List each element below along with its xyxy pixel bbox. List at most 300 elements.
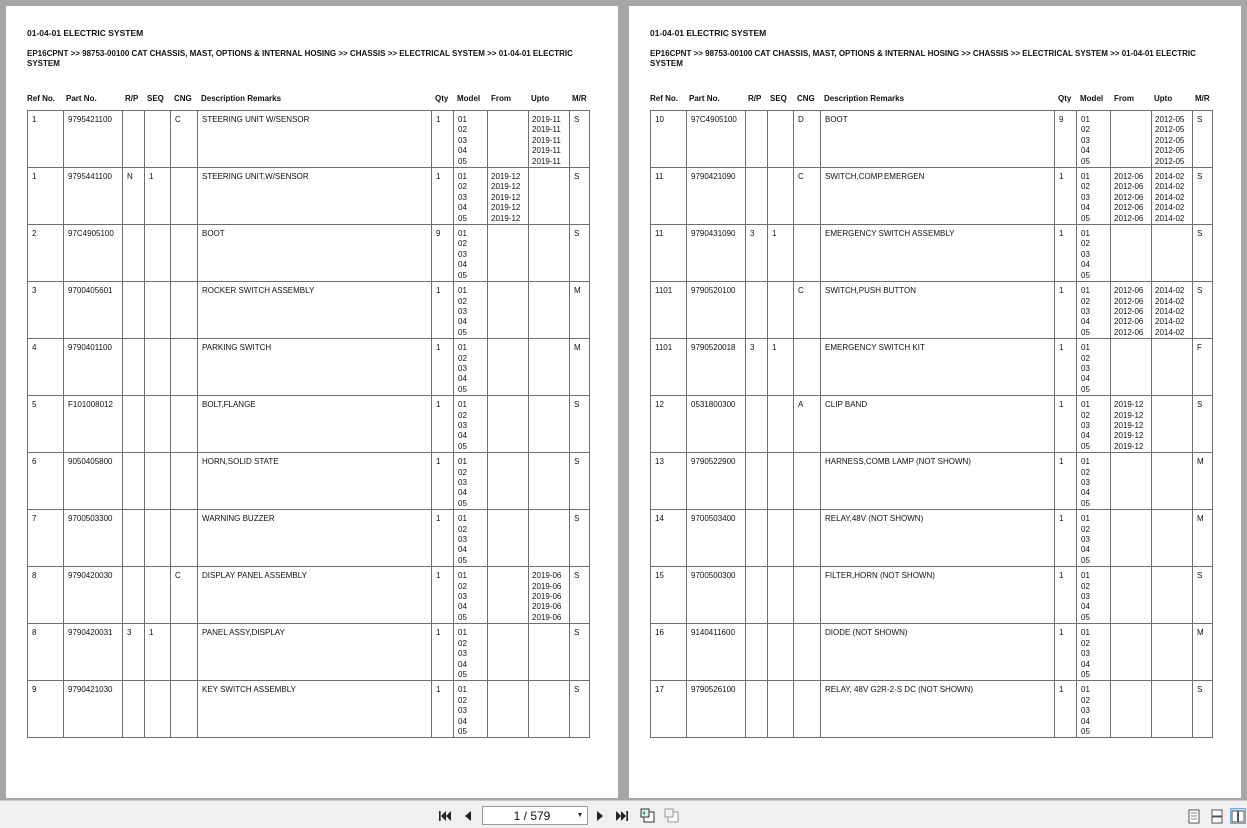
ref-no-cell: 3 — [28, 282, 64, 339]
part-no-cell: 97C4905100 — [687, 111, 746, 168]
upto-date-cell — [529, 453, 570, 510]
col-cng: CNG — [797, 94, 815, 103]
qty-cell: 1 — [432, 681, 454, 738]
qty-cell: 1 — [1055, 396, 1077, 453]
seq-cell — [768, 624, 794, 681]
parts-table-body — [651, 111, 1213, 738]
description-cell: FILTER,HORN (NOT SHOWN) — [821, 567, 1055, 624]
rp-cell: 3 — [746, 225, 768, 282]
upto-date-cell — [529, 681, 570, 738]
ref-no-cell: 1 — [28, 168, 64, 225]
mr-cell: M — [570, 282, 590, 339]
ref-no-cell: 8 — [28, 567, 64, 624]
ref-no-cell: 13 — [651, 453, 687, 510]
description-cell: STEERING UNIT W/SENSOR — [198, 111, 432, 168]
ref-no-cell: 9 — [28, 681, 64, 738]
from-date-cell — [488, 567, 529, 624]
part-no-cell: 97C4905100 — [64, 225, 123, 282]
ref-no-cell: 17 — [651, 681, 687, 738]
from-date-cell — [1111, 567, 1152, 624]
model-cell: 01 02 03 04 05 — [454, 282, 488, 339]
cng-cell: A — [794, 396, 821, 453]
rp-cell — [123, 339, 145, 396]
seq-cell — [768, 510, 794, 567]
col-rp: R/P — [748, 94, 762, 103]
table-row — [651, 396, 1213, 453]
model-cell: 01 02 03 04 05 — [1077, 111, 1111, 168]
upto-date-cell: 2019-11 2019-11 2019-11 2019-11 2019-11 — [529, 111, 570, 168]
model-cell: 01 02 03 04 05 — [1077, 453, 1111, 510]
description-cell: HARNESS,COMB LAMP (NOT SHOWN) — [821, 453, 1055, 510]
part-no-cell: 9790420030 — [64, 567, 123, 624]
upto-date-cell: 2014-02 2014-02 2014-02 2014-02 2014-02 — [1152, 282, 1193, 339]
rp-cell — [746, 681, 768, 738]
mr-cell: S — [1193, 225, 1213, 282]
part-no-cell: 9790522900 — [687, 453, 746, 510]
description-cell: PARKING SWITCH — [198, 339, 432, 396]
ref-no-cell: 1 — [28, 111, 64, 168]
ref-no-cell: 1101 — [651, 339, 687, 396]
col-description: Description Remarks — [824, 94, 905, 103]
mr-cell: S — [570, 111, 590, 168]
page-heading: 01-04-01 ELECTRIC SYSTEM — [650, 28, 767, 38]
table-row — [651, 168, 1213, 225]
qty-cell: 1 — [432, 396, 454, 453]
table-row — [28, 396, 590, 453]
part-no-cell: 9790420031 — [64, 624, 123, 681]
model-cell: 01 02 03 04 05 — [1077, 681, 1111, 738]
table-row — [28, 168, 590, 225]
rp-cell — [123, 567, 145, 624]
page-number-field[interactable] — [482, 806, 588, 825]
table-row — [28, 282, 590, 339]
cng-cell — [171, 339, 198, 396]
rp-cell — [746, 510, 768, 567]
description-cell: SWITCH,PUSH BUTTON — [821, 282, 1055, 339]
seq-cell — [145, 510, 171, 567]
table-row — [28, 681, 590, 738]
qty-cell: 1 — [432, 453, 454, 510]
cng-cell: C — [794, 168, 821, 225]
seq-cell: 1 — [145, 624, 171, 681]
description-cell: EMERGENCY SWITCH KIT — [821, 339, 1055, 396]
mr-cell: S — [570, 168, 590, 225]
table-row — [651, 453, 1213, 510]
part-no-cell: 9700405601 — [64, 282, 123, 339]
mr-cell: S — [570, 453, 590, 510]
table-row — [28, 567, 590, 624]
from-date-cell — [488, 339, 529, 396]
parts-table — [650, 110, 1213, 738]
model-cell: 01 02 03 04 05 — [1077, 168, 1111, 225]
upto-date-cell — [1152, 624, 1193, 681]
page-breadcrumb: EP16CPNT >> 98753-00100 CAT CHASSIS, MAST, OPTIONS & INTERNAL HOSING >> CHASSIS >> ELECTRICAL SYSTEM >> 01-04-01 ELECTRIC SYSTEM — [650, 49, 1196, 68]
table-row — [28, 111, 590, 168]
model-cell: 01 02 03 04 05 — [454, 168, 488, 225]
ref-no-cell: 11 — [651, 225, 687, 282]
from-date-cell — [1111, 510, 1152, 567]
mr-cell: S — [570, 681, 590, 738]
rp-cell — [746, 396, 768, 453]
rp-cell — [123, 282, 145, 339]
from-date-cell — [1111, 339, 1152, 396]
rp-cell — [746, 567, 768, 624]
description-cell: ROCKER SWITCH ASSEMBLY — [198, 282, 432, 339]
mr-cell: M — [570, 339, 590, 396]
part-no-cell: 9790421090 — [687, 168, 746, 225]
seq-cell: 1 — [768, 339, 794, 396]
ref-no-cell: 8 — [28, 624, 64, 681]
col-seq: SEQ — [770, 94, 787, 103]
total-pages: 579 — [530, 808, 551, 823]
part-no-cell: 9790520100 — [687, 282, 746, 339]
description-cell: BOOT — [821, 111, 1055, 168]
description-cell: RELAY, 48V G2R-2-S DC (NOT SHOWN) — [821, 681, 1055, 738]
rp-cell — [123, 225, 145, 282]
description-cell: PANEL ASSY,DISPLAY — [198, 624, 432, 681]
from-date-cell — [488, 396, 529, 453]
model-cell: 01 02 03 04 05 — [454, 624, 488, 681]
mr-cell: S — [570, 396, 590, 453]
col-upto: Upto — [531, 94, 550, 103]
mr-cell: F — [1193, 339, 1213, 396]
seq-cell — [768, 453, 794, 510]
cng-cell — [794, 225, 821, 282]
upto-date-cell — [1152, 510, 1193, 567]
part-no-cell: F101008012 — [64, 396, 123, 453]
upto-date-cell — [529, 225, 570, 282]
from-date-cell: 2019-12 2019-12 2019-12 2019-12 2019-12 — [1111, 396, 1152, 453]
rp-cell — [746, 282, 768, 339]
description-cell: STEERING UNIT,W/SENSOR — [198, 168, 432, 225]
part-no-cell: 9790401100 — [64, 339, 123, 396]
table-row — [651, 567, 1213, 624]
single-page-view-icon[interactable] — [1186, 808, 1202, 824]
description-cell: DISPLAY PANEL ASSEMBLY — [198, 567, 432, 624]
rp-cell: 3 — [746, 339, 768, 396]
qty-cell: 1 — [1055, 453, 1077, 510]
col-qty: Qty — [1058, 94, 1072, 103]
from-date-cell — [1111, 624, 1152, 681]
ref-no-cell: 6 — [28, 453, 64, 510]
mr-cell: S — [1193, 681, 1213, 738]
qty-cell: 1 — [432, 339, 454, 396]
from-date-cell: 2012-06 2012-06 2012-06 2012-06 2012-06 — [1111, 168, 1152, 225]
from-date-cell — [1111, 453, 1152, 510]
qty-cell: 9 — [432, 225, 454, 282]
rp-cell — [123, 111, 145, 168]
from-date-cell: 2012-06 2012-06 2012-06 2012-06 2012-06 — [1111, 282, 1152, 339]
model-cell: 01 02 03 04 05 — [1077, 567, 1111, 624]
col-rp: R/P — [125, 94, 139, 103]
upto-date-cell — [1152, 339, 1193, 396]
cng-cell — [794, 339, 821, 396]
cng-cell — [171, 624, 198, 681]
mr-cell: M — [1193, 624, 1213, 681]
column-headers — [650, 94, 1212, 106]
table-row — [651, 339, 1213, 396]
qty-cell: 1 — [1055, 681, 1077, 738]
model-cell: 01 02 03 04 05 — [454, 453, 488, 510]
go-back-view-icon[interactable] — [640, 808, 656, 824]
upto-date-cell — [529, 168, 570, 225]
description-cell: KEY SWITCH ASSEMBLY — [198, 681, 432, 738]
next-page-icon[interactable] — [592, 808, 608, 824]
model-cell: 01 02 03 04 05 — [1077, 282, 1111, 339]
cng-cell — [171, 681, 198, 738]
mr-cell: S — [1193, 111, 1213, 168]
upto-date-cell: 2012-05 2012-05 2012-05 2012-05 2012-05 — [1152, 111, 1193, 168]
cng-cell — [171, 282, 198, 339]
upto-date-cell — [529, 396, 570, 453]
col-from: From — [1114, 94, 1134, 103]
upto-date-cell — [529, 510, 570, 567]
continuous-view-icon[interactable] — [1209, 808, 1225, 824]
qty-cell: 1 — [432, 510, 454, 567]
mr-cell: S — [570, 624, 590, 681]
last-page-icon[interactable] — [614, 808, 630, 824]
page-heading: 01-04-01 ELECTRIC SYSTEM — [27, 28, 144, 38]
from-date-cell — [488, 111, 529, 168]
seq-cell — [145, 111, 171, 168]
seq-cell: 1 — [768, 225, 794, 282]
cng-cell: C — [171, 567, 198, 624]
cng-cell: C — [171, 111, 198, 168]
model-cell: 01 02 03 04 05 — [454, 339, 488, 396]
part-no-cell: 9700500300 — [687, 567, 746, 624]
model-cell: 01 02 03 04 05 — [1077, 510, 1111, 567]
seq-cell: 1 — [145, 168, 171, 225]
part-no-cell: 9795421100 — [64, 111, 123, 168]
ref-no-cell: 12 — [651, 396, 687, 453]
ref-no-cell: 5 — [28, 396, 64, 453]
rp-cell — [123, 453, 145, 510]
col-ref-no: Ref No. — [27, 94, 55, 103]
page-number-text — [483, 809, 573, 823]
from-date-cell — [488, 453, 529, 510]
pdf-page-left — [6, 6, 618, 798]
from-date-cell — [488, 282, 529, 339]
from-date-cell — [488, 624, 529, 681]
model-cell: 01 02 03 04 05 — [454, 225, 488, 282]
col-upto: Upto — [1154, 94, 1173, 103]
first-page-icon[interactable] — [437, 808, 453, 824]
table-row — [28, 339, 590, 396]
qty-cell: 1 — [432, 282, 454, 339]
seq-cell — [145, 567, 171, 624]
description-cell: EMERGENCY SWITCH ASSEMBLY — [821, 225, 1055, 282]
from-date-cell — [1111, 111, 1152, 168]
parts-table — [27, 110, 590, 738]
pdf-page-right — [629, 6, 1241, 798]
mr-cell: S — [570, 567, 590, 624]
description-cell: BOOT — [198, 225, 432, 282]
rp-cell — [123, 681, 145, 738]
ref-no-cell: 11 — [651, 168, 687, 225]
ref-no-cell: 10 — [651, 111, 687, 168]
table-row — [28, 225, 590, 282]
description-cell: BOLT,FLANGE — [198, 396, 432, 453]
cng-cell: D — [794, 111, 821, 168]
upto-date-cell — [1152, 453, 1193, 510]
go-forward-view-icon[interactable] — [664, 808, 680, 824]
part-no-cell: 9700503300 — [64, 510, 123, 567]
cng-cell — [794, 567, 821, 624]
table-row — [28, 453, 590, 510]
mr-cell: M — [1193, 510, 1213, 567]
rp-cell — [746, 168, 768, 225]
ref-no-cell: 1101 — [651, 282, 687, 339]
mr-cell: S — [570, 510, 590, 567]
rp-cell — [123, 510, 145, 567]
description-cell: SWITCH,COMP.EMERGEN — [821, 168, 1055, 225]
from-date-cell — [488, 225, 529, 282]
seq-cell — [768, 111, 794, 168]
upto-date-cell: 2019-06 2019-06 2019-06 2019-06 2019-06 — [529, 567, 570, 624]
col-from: From — [491, 94, 511, 103]
current-page: 1 — [513, 808, 521, 823]
part-no-cell: 9790421030 — [64, 681, 123, 738]
qty-cell: 1 — [1055, 168, 1077, 225]
col-part-no: Part No. — [66, 94, 97, 103]
two-page-view-icon[interactable] — [1230, 808, 1246, 824]
ref-no-cell: 15 — [651, 567, 687, 624]
part-no-cell: 9140411600 — [687, 624, 746, 681]
table-row — [651, 282, 1213, 339]
cng-cell — [794, 453, 821, 510]
col-ref-no: Ref No. — [650, 94, 678, 103]
col-cng: CNG — [174, 94, 192, 103]
mr-cell: S — [1193, 168, 1213, 225]
rp-cell: N — [123, 168, 145, 225]
mr-cell: S — [1193, 396, 1213, 453]
col-qty: Qty — [435, 94, 449, 103]
qty-cell: 1 — [1055, 282, 1077, 339]
mr-cell: S — [1193, 282, 1213, 339]
table-row — [28, 510, 590, 567]
seq-cell — [145, 396, 171, 453]
ref-no-cell: 4 — [28, 339, 64, 396]
cng-cell — [794, 681, 821, 738]
ref-no-cell: 14 — [651, 510, 687, 567]
from-date-cell — [1111, 681, 1152, 738]
part-no-cell: 9050405800 — [64, 453, 123, 510]
qty-cell: 1 — [432, 567, 454, 624]
seq-cell — [768, 681, 794, 738]
rp-cell — [746, 111, 768, 168]
part-no-cell: 9790431090 — [687, 225, 746, 282]
rp-cell — [123, 396, 145, 453]
upto-date-cell: 2014-02 2014-02 2014-02 2014-02 2014-02 — [1152, 168, 1193, 225]
table-row — [651, 111, 1213, 168]
parts-table-body — [28, 111, 590, 738]
ref-no-cell: 16 — [651, 624, 687, 681]
mr-cell: S — [570, 225, 590, 282]
seq-cell — [145, 681, 171, 738]
upto-date-cell — [1152, 681, 1193, 738]
seq-cell — [145, 282, 171, 339]
qty-cell: 1 — [432, 168, 454, 225]
description-cell: RELAY,48V (NOT SHOWN) — [821, 510, 1055, 567]
mr-cell: M — [1193, 453, 1213, 510]
description-cell: HORN,SOLID STATE — [198, 453, 432, 510]
part-no-cell: 9700503400 — [687, 510, 746, 567]
cng-cell — [171, 396, 198, 453]
qty-cell: 1 — [1055, 339, 1077, 396]
model-cell: 01 02 03 04 05 — [1077, 396, 1111, 453]
description-cell: CLIP BAND — [821, 396, 1055, 453]
upto-date-cell — [1152, 225, 1193, 282]
ref-no-cell: 2 — [28, 225, 64, 282]
cng-cell — [171, 225, 198, 282]
table-row — [28, 624, 590, 681]
rp-cell: 3 — [123, 624, 145, 681]
previous-page-icon[interactable] — [460, 808, 476, 824]
from-date-cell: 2019-12 2019-12 2019-12 2019-12 2019-12 — [488, 168, 529, 225]
upto-date-cell — [1152, 567, 1193, 624]
model-cell: 01 02 03 04 05 — [1077, 225, 1111, 282]
upto-date-cell — [529, 624, 570, 681]
cng-cell — [171, 168, 198, 225]
model-cell: 01 02 03 04 05 — [454, 396, 488, 453]
ref-no-cell: 7 — [28, 510, 64, 567]
qty-cell: 1 — [1055, 510, 1077, 567]
part-no-cell: 9790526100 — [687, 681, 746, 738]
cng-cell — [794, 624, 821, 681]
description-cell: DIODE (NOT SHOWN) — [821, 624, 1055, 681]
model-cell: 01 02 03 04 05 — [454, 111, 488, 168]
rp-cell — [746, 624, 768, 681]
cng-cell: C — [794, 282, 821, 339]
from-date-cell — [488, 510, 529, 567]
col-model: Model — [1080, 94, 1104, 103]
table-row — [651, 225, 1213, 282]
from-date-cell — [488, 681, 529, 738]
seq-cell — [768, 567, 794, 624]
qty-cell: 1 — [1055, 567, 1077, 624]
table-row — [651, 624, 1213, 681]
qty-cell: 9 — [1055, 111, 1077, 168]
col-model: Model — [457, 94, 481, 103]
seq-cell — [768, 168, 794, 225]
seq-cell — [768, 282, 794, 339]
upto-date-cell — [529, 339, 570, 396]
model-cell: 01 02 03 04 05 — [454, 567, 488, 624]
page-separator: / — [520, 808, 531, 823]
description-cell: WARNING BUZZER — [198, 510, 432, 567]
table-row — [651, 681, 1213, 738]
page-dropdown-chevron-icon[interactable]: ▼ — [576, 812, 584, 819]
col-part-no: Part No. — [689, 94, 720, 103]
part-no-cell: 9790520018 — [687, 339, 746, 396]
col-mr: M/R — [1195, 94, 1210, 103]
qty-cell: 1 — [432, 624, 454, 681]
model-cell: 01 02 03 04 05 — [454, 510, 488, 567]
cng-cell — [171, 453, 198, 510]
model-cell: 01 02 03 04 05 — [1077, 339, 1111, 396]
part-no-cell: 9795441100 — [64, 168, 123, 225]
seq-cell — [145, 225, 171, 282]
col-seq: SEQ — [147, 94, 164, 103]
upto-date-cell — [1152, 396, 1193, 453]
col-description: Description Remarks — [201, 94, 282, 103]
mr-cell: S — [1193, 567, 1213, 624]
qty-cell: 1 — [432, 111, 454, 168]
viewer-toolbar — [0, 800, 1247, 828]
upto-date-cell — [529, 282, 570, 339]
column-headers — [27, 94, 589, 106]
cng-cell — [171, 510, 198, 567]
